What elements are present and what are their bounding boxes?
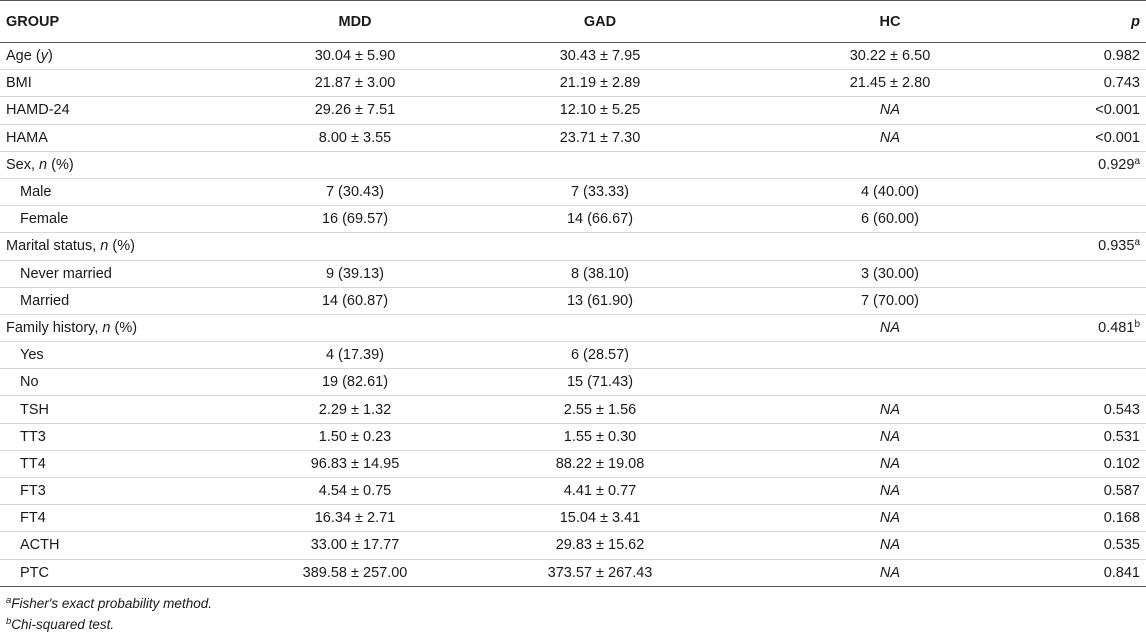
- p-value-text: 0.587: [1103, 483, 1140, 500]
- cell-mdd: 389.58 ± 257.00: [255, 559, 455, 586]
- header-hc: HC: [745, 1, 1035, 43]
- table-row: [0, 396, 1146, 423]
- row-label: [0, 124, 255, 151]
- cell-mdd: 96.83 ± 14.95: [255, 450, 455, 477]
- row-label-text: Sex,: [6, 156, 40, 173]
- row-label-text: FT4: [20, 510, 46, 527]
- row-label-italic: n: [39, 156, 48, 173]
- cell-gad: 12.10 ± 5.25: [455, 97, 745, 124]
- cell-p-value: [1035, 314, 1146, 341]
- cell-mdd: [255, 233, 455, 260]
- cell-gad: [455, 151, 745, 178]
- cell-hc: 6 (60.00): [745, 206, 1035, 233]
- row-label-italic: n: [100, 238, 109, 255]
- cell-gad: 8 (38.10): [455, 260, 745, 287]
- cell-gad: 2.55 ± 1.56: [455, 396, 745, 423]
- cell-mdd: 1.50 ± 0.23: [255, 423, 455, 450]
- cell-p-value: [1035, 450, 1146, 477]
- row-label: [0, 478, 255, 505]
- cell-p-value: [1035, 342, 1146, 369]
- cell-mdd: 29.26 ± 7.51: [255, 97, 455, 124]
- p-value-text: 0.982: [1103, 48, 1140, 65]
- p-value-text: 0.535: [1103, 537, 1140, 554]
- table-row: [0, 559, 1146, 586]
- cell-gad: 6 (28.57): [455, 342, 745, 369]
- row-label-text: Never married: [20, 265, 112, 282]
- cell-p-value: [1035, 260, 1146, 287]
- cell-hc: [745, 233, 1035, 260]
- row-label: [0, 450, 255, 477]
- cell-mdd: 16.34 ± 2.71: [255, 505, 455, 532]
- row-label: [0, 559, 255, 586]
- cell-gad: 373.57 ± 267.43: [455, 559, 745, 586]
- row-label-text: ACTH: [20, 537, 60, 554]
- cell-hc: [745, 342, 1035, 369]
- row-label: [0, 505, 255, 532]
- cell-gad: [455, 233, 745, 260]
- cell-hc: NA: [745, 396, 1035, 423]
- row-label-text: TSH: [20, 401, 49, 418]
- cell-mdd: [255, 151, 455, 178]
- cell-hc: 30.22 ± 6.50: [745, 43, 1035, 70]
- table-row: [0, 532, 1146, 559]
- row-label-text: Male: [20, 184, 52, 201]
- header-row: [0, 1, 1146, 43]
- table-row: [0, 70, 1146, 97]
- row-label: [0, 151, 255, 178]
- p-value-footnote-mark: a: [1134, 237, 1140, 249]
- cell-mdd: 19 (82.61): [255, 369, 455, 396]
- cell-mdd: 21.87 ± 3.00: [255, 70, 455, 97]
- cell-hc: NA: [745, 124, 1035, 151]
- cell-gad: 15.04 ± 3.41: [455, 505, 745, 532]
- cell-hc: 21.45 ± 2.80: [745, 70, 1035, 97]
- table-row: [0, 450, 1146, 477]
- footnote-mark: b: [6, 615, 12, 627]
- p-value-text: 0.168: [1103, 510, 1140, 527]
- header-mdd: MDD: [255, 1, 455, 43]
- cell-p-value: [1035, 396, 1146, 423]
- cell-hc: 7 (70.00): [745, 287, 1035, 314]
- cell-mdd: 4 (17.39): [255, 342, 455, 369]
- row-label-italic: n: [102, 319, 111, 336]
- cell-hc: 4 (40.00): [745, 178, 1035, 205]
- table-row: [0, 314, 1146, 341]
- cell-p-value: [1035, 233, 1146, 260]
- table-row: [0, 206, 1146, 233]
- cell-p-value: [1035, 369, 1146, 396]
- cell-p-value: [1035, 478, 1146, 505]
- p-value-text: 0.929: [1098, 156, 1135, 173]
- p-value-text: <0.001: [1095, 129, 1140, 146]
- table-row: [0, 151, 1146, 178]
- cell-mdd: 8.00 ± 3.55: [255, 124, 455, 151]
- cell-p-value: [1035, 559, 1146, 586]
- cell-hc: 3 (30.00): [745, 260, 1035, 287]
- row-label: [0, 178, 255, 205]
- cell-hc: NA: [745, 314, 1035, 341]
- cell-p-value: [1035, 43, 1146, 70]
- row-label-text: No: [20, 374, 39, 391]
- row-label: [0, 260, 255, 287]
- cell-gad: [455, 314, 745, 341]
- row-label: [0, 314, 255, 341]
- cell-gad: 14 (66.67): [455, 206, 745, 233]
- row-label-text: Age: [6, 48, 36, 65]
- cell-mdd: 9 (39.13): [255, 260, 455, 287]
- cell-hc: NA: [745, 505, 1035, 532]
- cell-p-value: [1035, 287, 1146, 314]
- table-row: [0, 97, 1146, 124]
- row-label-text: BMI: [6, 75, 32, 92]
- cell-hc: [745, 151, 1035, 178]
- row-label: [0, 233, 255, 260]
- p-value-text: 0.543: [1103, 401, 1140, 418]
- cell-mdd: 7 (30.43): [255, 178, 455, 205]
- cell-gad: 30.43 ± 7.95: [455, 43, 745, 70]
- cell-mdd: 4.54 ± 0.75: [255, 478, 455, 505]
- row-label-text: Yes: [20, 347, 44, 364]
- p-value-text: <0.001: [1095, 102, 1140, 119]
- row-label: [0, 423, 255, 450]
- row-label-text: PTC: [20, 564, 49, 581]
- cell-hc: NA: [745, 450, 1035, 477]
- footnote-text: Fisher's exact probability method.: [11, 595, 212, 611]
- footnote: [6, 593, 1146, 614]
- cell-gad: 13 (61.90): [455, 287, 745, 314]
- header-gad: GAD: [455, 1, 745, 43]
- row-label-text: HAMD-24: [6, 102, 70, 119]
- cell-gad: 1.55 ± 0.30: [455, 423, 745, 450]
- p-value-text: 0.102: [1103, 455, 1140, 472]
- cell-gad: 4.41 ± 0.77: [455, 478, 745, 505]
- row-label: [0, 369, 255, 396]
- row-label: [0, 287, 255, 314]
- row-label: Age (y): [0, 43, 255, 70]
- row-label-suffix: (%): [47, 156, 74, 173]
- p-value-text: 0.743: [1103, 75, 1140, 92]
- table-row: [0, 43, 1146, 70]
- cell-p-value: [1035, 151, 1146, 178]
- header-p: p: [1035, 1, 1146, 43]
- footnote-mark: a: [6, 594, 12, 606]
- row-label: [0, 342, 255, 369]
- row-label: [0, 396, 255, 423]
- row-label: [0, 97, 255, 124]
- row-label-suffix: (%): [108, 238, 135, 255]
- cell-hc: [745, 369, 1035, 396]
- table-row: [0, 287, 1146, 314]
- table-row: [0, 423, 1146, 450]
- cell-mdd: 33.00 ± 17.77: [255, 532, 455, 559]
- cell-mdd: 16 (69.57): [255, 206, 455, 233]
- header-group: GROUP: [0, 1, 255, 43]
- table-row: [0, 260, 1146, 287]
- cell-gad: 7 (33.33): [455, 178, 745, 205]
- cell-gad: 29.83 ± 15.62: [455, 532, 745, 559]
- table-row: [0, 124, 1146, 151]
- row-label-text: HAMA: [6, 129, 48, 146]
- cell-hc: NA: [745, 423, 1035, 450]
- row-label-text: TT3: [20, 428, 46, 445]
- cell-mdd: 14 (60.87): [255, 287, 455, 314]
- cell-hc: NA: [745, 559, 1035, 586]
- cell-hc: NA: [745, 97, 1035, 124]
- table-header: [0, 1, 1146, 43]
- footnote-text: Chi-squared test.: [11, 616, 115, 632]
- p-value-footnote-mark: b: [1134, 318, 1140, 330]
- row-label-suffix: (%): [110, 319, 138, 336]
- cell-gad: 23.71 ± 7.30: [455, 124, 745, 151]
- row-label-text: Marital status,: [6, 238, 101, 255]
- p-value-footnote-mark: a: [1134, 155, 1140, 167]
- row-label-text: Married: [20, 292, 70, 309]
- cell-mdd: 2.29 ± 1.32: [255, 396, 455, 423]
- cell-hc: NA: [745, 532, 1035, 559]
- cell-p-value: [1035, 206, 1146, 233]
- cell-p-value: [1035, 505, 1146, 532]
- table-row: [0, 478, 1146, 505]
- cell-p-value: [1035, 423, 1146, 450]
- row-label: [0, 70, 255, 97]
- p-value-text: 0.841: [1103, 564, 1140, 581]
- table-row: [0, 178, 1146, 205]
- cell-gad: 21.19 ± 2.89: [455, 70, 745, 97]
- table-footnotes: [0, 593, 1146, 635]
- table-row: [0, 505, 1146, 532]
- cell-mdd: [255, 314, 455, 341]
- cell-p-value: [1035, 178, 1146, 205]
- table-row: [0, 233, 1146, 260]
- table-body: [0, 43, 1146, 587]
- p-value-text: 0.531: [1103, 428, 1140, 445]
- row-label: [0, 532, 255, 559]
- cell-p-value: [1035, 532, 1146, 559]
- p-value-text: 0.935: [1098, 238, 1135, 255]
- footnote: [6, 614, 1146, 635]
- cell-mdd: 30.04 ± 5.90: [255, 43, 455, 70]
- p-value-text: 0.481: [1098, 319, 1135, 336]
- cell-p-value: [1035, 70, 1146, 97]
- cell-p-value: [1035, 124, 1146, 151]
- cell-hc: NA: [745, 478, 1035, 505]
- row-label: [0, 206, 255, 233]
- cell-p-value: [1035, 97, 1146, 124]
- row-label-text: Family history,: [6, 319, 103, 336]
- row-label-text: TT4: [20, 455, 46, 472]
- row-label-italic: y: [40, 48, 48, 65]
- cell-gad: 15 (71.43): [455, 369, 745, 396]
- table-row: [0, 369, 1146, 396]
- table-row: [0, 342, 1146, 369]
- cell-gad: 88.22 ± 19.08: [455, 450, 745, 477]
- row-label-text: Female: [20, 211, 69, 228]
- row-label-text: FT3: [20, 483, 46, 500]
